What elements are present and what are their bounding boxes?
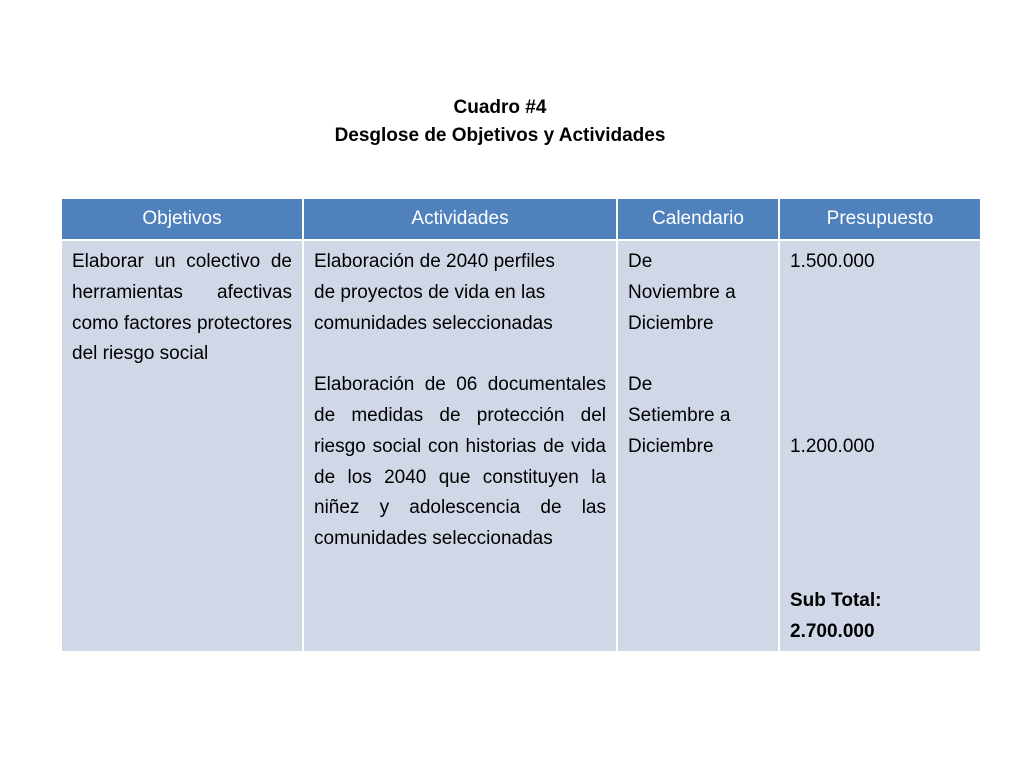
calendario-1-line-2: Noviembre a [628,281,736,303]
table-number: Cuadro #4 [453,97,547,118]
objectives-table [60,197,982,653]
header-objetivos: Objetivos [61,198,303,240]
cell-presupuesto [779,240,981,652]
presupuesto-2: 1.200.000 [790,435,875,457]
spacer [790,309,970,340]
header-actividades: Actividades [303,198,617,240]
calendario-2-line-2: Setiembre a [628,404,731,426]
header-calendario: Calendario [617,198,779,240]
actividad-2: Elaboración de 06 documentales de medidas de protección del riesgo social con historias de vida de los 2040 que constituyen la niñez y adolescencia de las comunidades seleccionadas [314,374,606,550]
spacer [790,524,970,555]
header-row [61,198,981,240]
spacer [790,339,970,370]
cell-calendario [617,240,779,652]
spacer [790,370,970,401]
calendario-2-line-1: De [628,374,653,396]
subtotal-value: 2.700.000 [790,620,875,642]
table-row [61,240,981,652]
spacer [628,339,768,370]
calendario-1-line-3: Diciembre [628,312,714,334]
objetivo-text: Elaborar un colectivo de herramientas afectivas como factores protectores del riesgo social [72,251,292,365]
cell-actividades [303,240,617,652]
presupuesto-1: 1.500.000 [790,251,875,272]
spacer [790,555,970,586]
table-title: Desglose de Objetivos y Actividades [334,125,666,146]
spacer [790,401,970,432]
subtotal-label: Sub Total: [790,589,882,611]
cell-objetivo [61,240,303,652]
actividad-1: Elaboración de 2040 perfiles de proyectos de vida en las comunidades seleccionadas [314,251,555,334]
spacer [790,278,970,309]
spacer [790,463,970,494]
header-presupuesto: Presupuesto [779,198,981,240]
calendario-2-line-3: Diciembre [628,435,714,457]
spacer [314,339,606,370]
title-block [0,94,1000,150]
calendario-1-line-1: De [628,251,653,272]
spacer [790,493,970,524]
